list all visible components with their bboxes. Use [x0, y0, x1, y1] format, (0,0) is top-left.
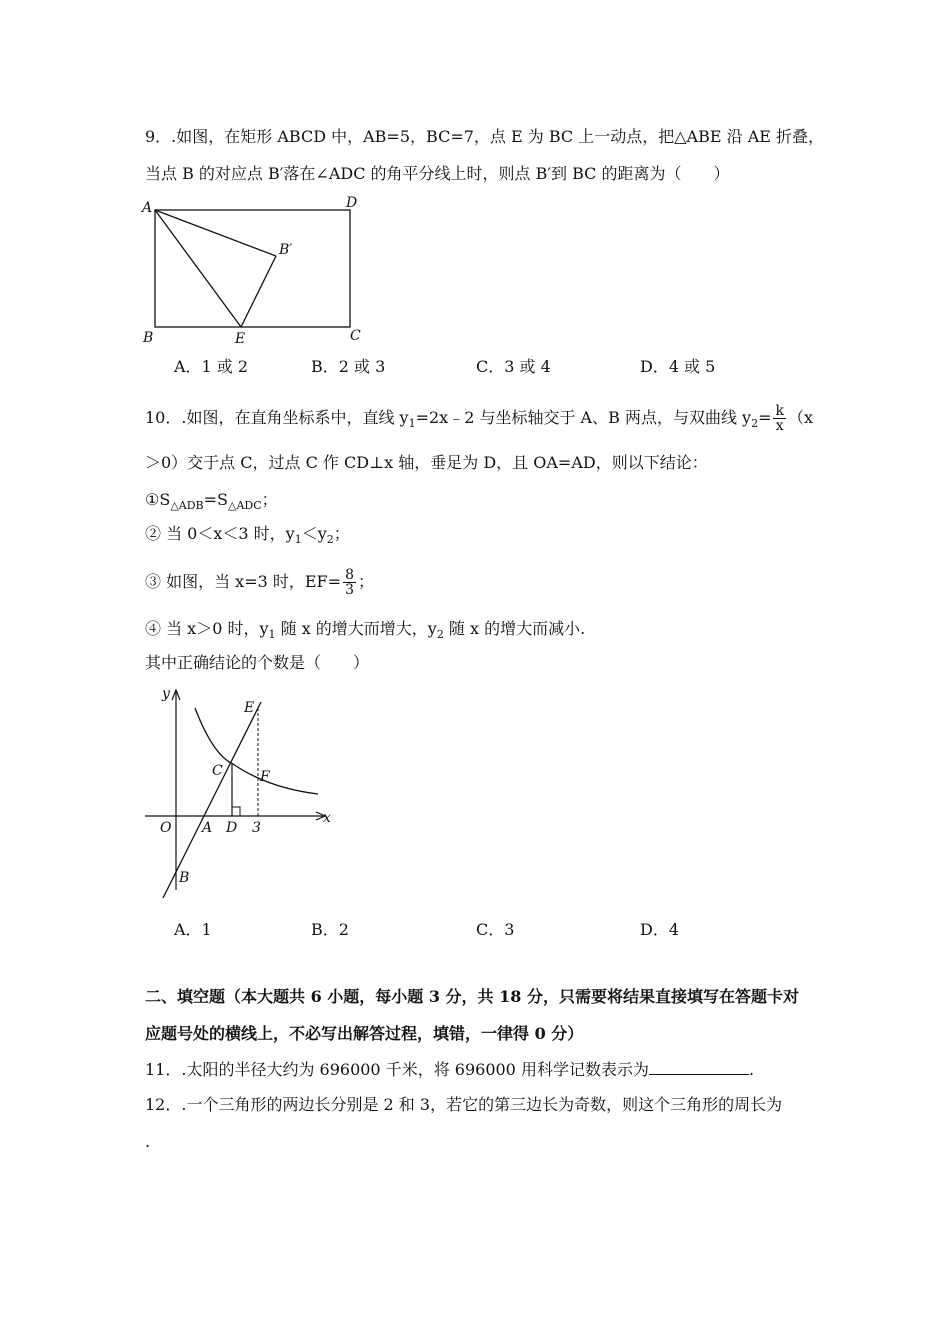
q9-label-A: A — [142, 200, 153, 216]
section2-heading-line2: 应题号处的横线上，不必写出解答过程，填错，一律得 0 分） — [145, 1024, 584, 1043]
q10-option-c[interactable]: C．3 — [476, 920, 515, 939]
q10-fraction-eight-thirds: $\frac{8}{3}$ — [345, 567, 354, 598]
q10-conclusion-3: ③ 如图，当 x=3 时，EF= $\frac{8}{3}$ ； — [145, 567, 374, 598]
q10-conclusion-2: ② 当 0＜x＜3 时，$y_1<y_2$； — [145, 524, 350, 547]
q10-label-x: x — [323, 810, 331, 826]
q11-text: 11．.太阳的半径大约为 696000 千米，将 696000 用科学记数表示为 . — [145, 1060, 755, 1079]
q10-text-line1: 10．.如图，在直角坐标系中，直线 $y_1=2x﹣2$ 与坐标轴交于 A、B 两点，与双曲线 $y_2=$ $\frac{k}{x}$ （x — [145, 403, 813, 434]
q10-text-line2: ＞0）交于点 C，过点 C 作 CD⊥x 轴，垂足为 D，且 OA=AD，则以下结论： — [145, 453, 708, 472]
q10-label-C: C — [212, 763, 223, 779]
q9-label-E: E — [235, 331, 246, 347]
q9-label-Bp: B′ — [279, 242, 293, 258]
q10-fraction-k-over-x: $\frac{k}{x}$ — [775, 403, 784, 434]
q10-question: 其中正确结论的个数是（ ） — [145, 653, 370, 672]
q10-label-A: A — [202, 820, 213, 836]
q9-label-C: C — [350, 328, 361, 344]
q9-text-line1: 9．.如图，在矩形 ABCD 中，AB=5，BC=7，点 E 为 BC 上一动点，把△ABE 沿 AE 折叠， — [145, 127, 825, 146]
q9-label-D: D — [346, 195, 358, 211]
q10-label-E: E — [244, 700, 255, 716]
q10-label-y: y — [162, 686, 170, 702]
q10-option-d[interactable]: D．4 — [640, 920, 680, 939]
q9-option-b[interactable]: B．2 或 3 — [311, 357, 386, 376]
q9-text-line2: 当点 B 的对应点 B′落在∠ADC 的角平分线上时，则点 B′到 BC 的距离为（ ） — [145, 164, 730, 183]
q9-option-a[interactable]: A．1 或 2 — [174, 357, 249, 376]
q9-label-B: B — [143, 330, 154, 346]
q11-answer-blank[interactable] — [649, 1060, 749, 1075]
q10-label-3: 3 — [252, 820, 261, 836]
q10-figure-coordinate-graph — [138, 680, 338, 905]
q12-text-line1: 12．.一个三角形的两边长分别是 2 和 3，若它的第三边长为奇数，则这个三角形的周长为 — [145, 1095, 783, 1114]
q9-option-d[interactable]: D．4 或 5 — [640, 357, 716, 376]
q10-option-b[interactable]: B．2 — [311, 920, 349, 939]
q10-label-B: B — [179, 870, 190, 886]
q12-text-line2: . — [145, 1132, 151, 1151]
q10-label-D: D — [226, 820, 238, 836]
q9-option-c[interactable]: C．3 或 4 — [476, 357, 551, 376]
q9-figure-rectangle — [138, 190, 370, 350]
q10-label-F: F — [260, 769, 270, 785]
q10-option-a[interactable]: A．1 — [174, 920, 212, 939]
q10-label-O: O — [160, 820, 172, 836]
section2-heading-line1: 二、填空题（本大题共 6 小题，每小题 3 分，共 18 分，只需要将结果直接填写在答题卡对 — [145, 987, 799, 1006]
q10-conclusion-1: $①S_{\triangle ADB}=S_{\triangle ADC}$； — [145, 490, 278, 513]
q10-conclusion-4: ④ 当 x＞0 时，$y_1$ 随 x 的增大而增大，$y_2$ 随 x 的增大而减小. — [145, 619, 586, 642]
